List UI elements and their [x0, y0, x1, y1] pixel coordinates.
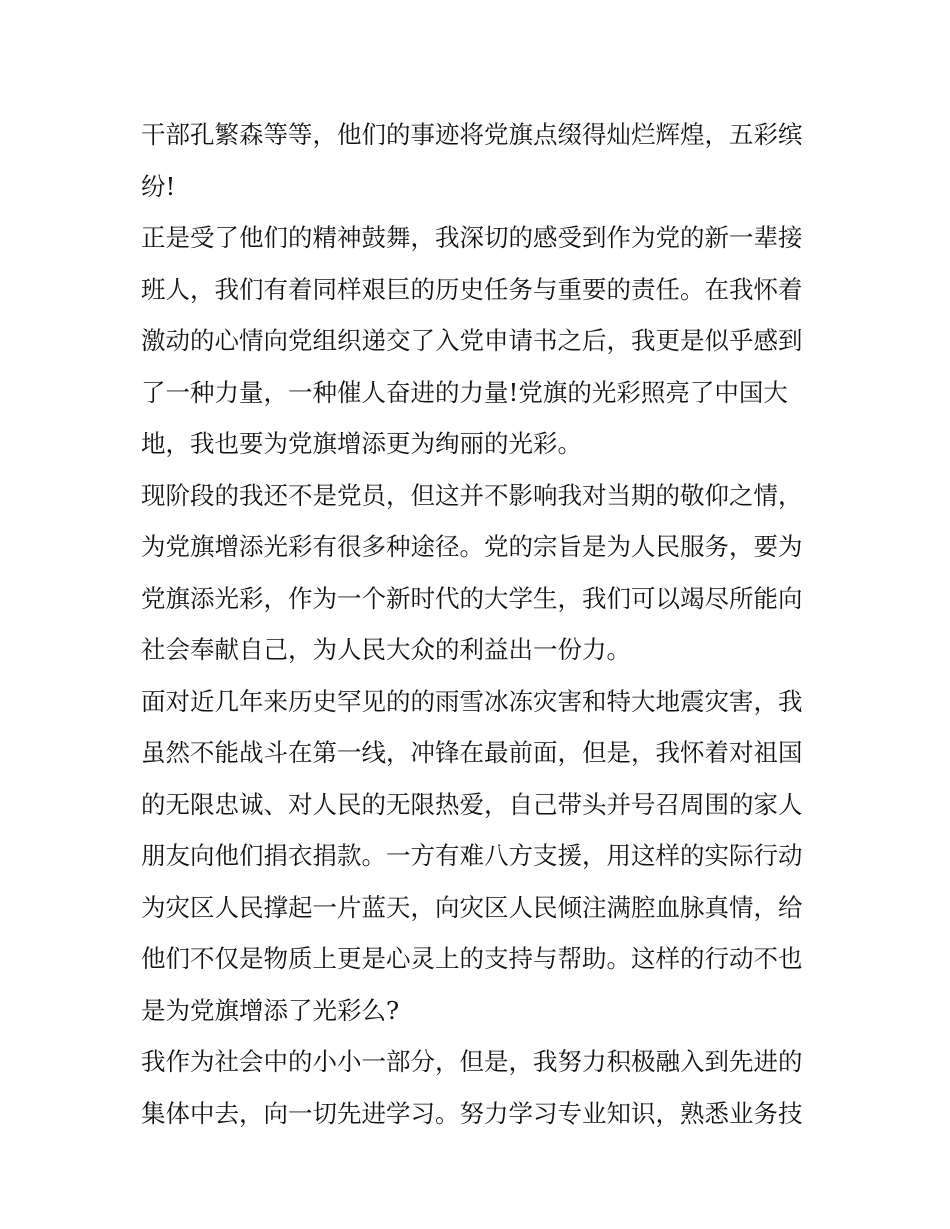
text-line: 正是受了他们的精神鼓舞，我深切的感受到作为党的新一辈接 — [141, 223, 803, 252]
text-line: 党旗添光彩，作为一个新时代的大学生，我们可以竭尽所能向 — [141, 583, 803, 613]
text-line: 为灾区人民撑起一片蓝天，向灾区人民倾注满腔血脉真情，给 — [141, 892, 803, 922]
text-line: 为党旗增添光彩有很多种途径。党的宗旨是为人民服务，要为 — [141, 532, 803, 561]
text-line: 的无限忠诚、对人民的无限热爱，自己带头并号召周围的家人 — [141, 789, 803, 819]
text-line: 虽然不能战斗在第一线，冲锋在最前面，但是，我怀着对祖国 — [141, 738, 803, 767]
text-line: 朋友向他们捐衣捐款。一方有难八方支援，用这样的实际行动 — [141, 841, 803, 870]
text-line: 班人，我们有着同样艰巨的历史任务与重要的责任。在我怀着 — [141, 274, 803, 304]
text-line: 地，我也要为党旗增添更为绚丽的光彩。 — [141, 429, 582, 458]
text-line: 是为党旗增添了光彩么? — [141, 995, 400, 1025]
document-body-text — [141, 109, 821, 1139]
text-line: 了一种力量，一种催人奋进的力量!党旗的光彩照亮了中国大 — [141, 377, 788, 407]
text-line: 我作为社会中的小小一部分，但是，我努力积极融入到先进的 — [141, 1047, 803, 1076]
text-line: 社会奉献自己，为人民大众的利益出一份力。 — [141, 635, 631, 664]
text-line: 纷! — [141, 171, 176, 201]
text-line: 激动的心情向党组织递交了入党申请书之后，我更是似乎感到 — [141, 326, 803, 355]
text-line: 现阶段的我还不是党员，但这并不影响我对当期的敬仰之情， — [141, 480, 803, 510]
text-line: 面对近几年来历史罕见的的雨雪冰冻灾害和特大地震灾害，我 — [141, 686, 803, 716]
text-line: 集体中去，向一切先进学习。努力学习专业知识，熟悉业务技 — [141, 1098, 803, 1128]
text-line: 干部孔繁森等等，他们的事迹将党旗点缀得灿烂辉煌，五彩缤 — [141, 120, 803, 149]
text-line: 他们不仅是物质上更是心灵上的支持与帮助。这样的行动不也 — [141, 944, 803, 973]
